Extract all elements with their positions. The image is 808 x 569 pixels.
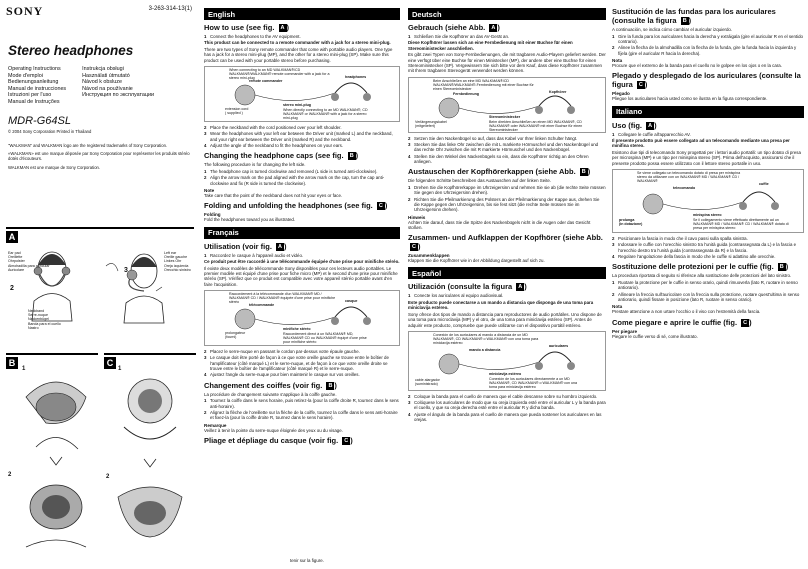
- italian-step-list: [612, 132, 804, 137]
- figure-b-panel: [6, 353, 98, 565]
- heading-changement-coiffes: Changement des coiffes (voir fig. B ): [204, 380, 337, 390]
- step-item: 2 Richten Sie die Pfeilmarkierung des Polsters an der Pfeilmarkierung der Kappe aus, drehen Sie die Kappe gegen den Uhrzeigersinn, bis sie fest sitzt (die rechte Seite müssen Sie im Uhrzeigersinn drehen).: [408, 196, 600, 213]
- body-text: La procedura riportata di seguito si riferisce alla sostituzione delle protezioni del lato sinistro.: [612, 273, 792, 279]
- figure-tag: A: [491, 25, 496, 31]
- fig-plug-label: miniﬁche stéréo: [283, 327, 311, 332]
- heading-austauschen: Austauschen der Kopfhörerkappen (siehe Abb. B ): [408, 167, 591, 177]
- step-item: 2 Align the arrow mark on the pad aligned with the arrow mark on the cap, turn the cap anti-clockwise and fix (R side is turned the clockwise).: [204, 175, 385, 186]
- body-text: Il existe deux modèles de télécommande Sony disponibles pour ces lecteurs audio portables. Le premier modèle est équipé d'une prise pour fiche micro (MP) et le second d'une prise pour miniﬁche stéréo (SP). Vérifiez que ce produit est compatible avec votre appareil stéréo portable avant d'en faire l'acquisition.: [204, 265, 398, 287]
- note-text: Veillez à tenir la pointe du serre-nuque éloignée des yeux ou du visage.: [204, 427, 343, 433]
- english-wear-steps: [204, 125, 400, 148]
- step-item: 1 Schließen Sie die Kopfhörer an das AV-Gerät an.: [408, 34, 510, 39]
- body-text: Die folgenden Schritte beschreiben das Austauschen auf der linken Seite.: [408, 178, 552, 184]
- left-ear-labels: Left ear Oreille gauche Linkes Ohr Oreja izquierda Orecchio sinistro: [164, 251, 191, 272]
- note-heading: Nota: [612, 304, 623, 310]
- heading-uso: Uso (fig. A ): [612, 120, 657, 130]
- manual-titles-right: [82, 66, 154, 106]
- step-item: 2 Alinee la flecha de la almohadilla con la flecha de la funda, gire la funda hacia la izquierda y fíjela (gire el auricular R hacia la derecha).: [612, 45, 797, 56]
- figure-tag: B: [779, 264, 784, 271]
- german-step-list: [408, 34, 606, 39]
- ear-pad-labels: Ear pad Oreillette Ohrpolster Almohadilla para auricular Auricolare: [8, 251, 50, 272]
- figure-b-label: B: [6, 357, 18, 369]
- figure-c-label: C: [104, 357, 116, 369]
- step-number: 2: [10, 285, 14, 292]
- figure-a-panel: [6, 227, 194, 339]
- figure-tag: B: [349, 153, 354, 160]
- fig-caption: When connecting to an MD WALKMAN®/CD WALKMAN®/WALKMAN® remote commander with a jack for a stereo mini-plug: [229, 68, 330, 81]
- connection-figure-english: [204, 66, 400, 122]
- step-item: 3 Colóquese los auriculares de modo que su oreja izquierda esté entre el auricular L y la banda para el cuello, y que su oreja derecha esté entre el auricular R y dicha banda.: [408, 400, 606, 411]
- manual-title: Mode d'emploi: [8, 72, 43, 79]
- step-item: 4 Regolare l'angolazione della fascia in modo che le cuffie si adattino alle orecchie.: [612, 253, 776, 259]
- heading-utilisation: Utilisation (voir fig. A ): [204, 241, 287, 251]
- heading-pliage: Pliage et dépliage du casque (voir fig. C ): [204, 435, 353, 445]
- german-cap-steps: [408, 185, 606, 212]
- step-item: 4 Stellen Sie den Winkel des Nackenbügels so ein, dass die Kopfhörer richtig an den Ohren anliegen.: [408, 153, 589, 164]
- section-band-italiano: Italiano: [612, 106, 804, 118]
- fig-plug-label: stereo mini-plug: [283, 103, 311, 108]
- step-item: 4 Ajustez l'angle du serre-nuque pour bien maintenir le casque sur vos oreilles.: [204, 372, 360, 378]
- step-number: 2: [8, 472, 12, 478]
- fig-remote-label: telecomando: [673, 186, 696, 191]
- fig-plug-label: minispina stereo: [693, 213, 722, 218]
- body-text: Fold the headphones toward you as illustrated.: [204, 217, 296, 223]
- step-item: 1 Drehen Sie die Kopfhörerkappe im Uhrzeigersinn und nehmen Sie sie ab (die rechte Seite müssen Sie gegen den Uhrzeigersinn drehen).: [408, 185, 606, 196]
- subheading: Zusammenklappen: [408, 253, 450, 259]
- fig-extension-label: cable alargador (suministrado): [415, 377, 440, 386]
- figure-b-illustration: [6, 357, 98, 565]
- step-item: 3 Le casque doit être porté de façon à ce que votre oreille gauche se trouve entre le boîtier de l'amplificateur (côté marqué L) et le serre-nuque, et de façon à ce que votre oreille droite se trouve entre le boîtier de l'amplificateur (côté marqué R) et le serre-nuque.: [204, 355, 389, 371]
- trademark-note: WALKMAN est une marque de Sony Corporation.: [8, 164, 101, 170]
- italian-wear-steps: [612, 236, 804, 259]
- step-item: 2 Setzen Sie den Nackenbügel so auf, dass das Kabel vor Ihrer linken Schulter hängt.: [408, 135, 578, 141]
- figure-tag: A: [518, 284, 523, 291]
- english-step-list: [204, 34, 400, 39]
- spanish-italian-column: [612, 4, 804, 566]
- figure-tag: C: [412, 244, 416, 251]
- figure-a-label: A: [6, 231, 18, 243]
- figure-tag: C: [638, 82, 643, 89]
- step-item: 2 Coloque la banda para el cuello de manera que el cable descanse sobre su hombro izquierdo.: [408, 393, 598, 399]
- connection-figure-german: [408, 77, 606, 133]
- heading-changing-caps: Changing the headphone caps (see fig. B ): [204, 151, 359, 161]
- copyright: © 2004 Sony Corporation Printed in Thailand: [8, 128, 92, 134]
- figure-tag: B: [581, 169, 586, 176]
- step-number: 1: [118, 366, 122, 372]
- body-text: Esistono due tipi di telecomando Sony progettati per i lettori audio portatili: un tipo dotato di presa per microspina (MP) e un tipo per minispina stereo (SP). Prima dell'acquisto, assicurarsi che il presente prodotto possa essere utilizzato con il lettore stereo portatile in uso.: [612, 150, 801, 166]
- fig-remote-label: Fernbedienung: [453, 91, 479, 96]
- bold-note: Ce produit peut être raccordé à une télécommande équipée d'une prise pour miniﬁche stéréo.: [204, 258, 400, 264]
- step-item: 3 Indossare le cuffie con l'orecchio sinistro tra l'unità guida (contrassegnata da L) e la fascia e l'orecchio destro tra l'unità guida (contrassegnata da R) e la fascia.: [612, 242, 797, 253]
- figure-tag: B: [328, 382, 333, 389]
- heading-how-to-use: How to use (see fig. A ): [204, 23, 289, 32]
- fig-direct-caption: Conexión de los auriculares directamente a un MD WALKMAN®, CD WALKMAN® o WALKMAN® con una toma para miniclavija estéreo: [489, 376, 578, 390]
- french-cap-steps: [204, 398, 400, 420]
- trademark-note: "WALKMAN" and WALKMAN logo are the registered trademarks of Sony Corporation.: [8, 142, 168, 148]
- english-french-column: [204, 4, 400, 566]
- figure-tag: A: [278, 243, 282, 250]
- trademark-note: «WALKMAN» est une marque déposée par Sony Corporation pour représenter les produits stéréo dotés d'écouteurs.: [8, 150, 190, 162]
- note-text: Achten Sie darauf, dass Sie die Spitze des Nackenbügels nicht in die Augen oder das Gesicht stoßen.: [408, 219, 591, 230]
- subheading: Folding: [204, 212, 221, 218]
- manual-title: Operating Instructions: [8, 66, 61, 72]
- fig-extension-label: prolunga (in dotazione): [619, 218, 643, 227]
- step-item: 3 Stecken Sie das linke Ohr zwischen die mit L markierte Hörmuschel und den Nackenbügel und das rechte Ohr zwischen die mit R markierte Hörmuschel und den Nackenbügel.: [408, 141, 599, 153]
- step-item: 3 Wear the headphones with your left ear between the Driver unit (marked L) and the neckband, and your right ear between the Driver unit (marked R) and the neckband.: [204, 131, 393, 142]
- note-text: Prestare attenzione a non urtare l'occhio o il viso con l'estremità della fascia.: [612, 309, 761, 315]
- heading-plegado: Plegado y desplegado de los auriculares (consulte la figura C ): [612, 71, 801, 90]
- body-text: Es gibt zwei Typen von Sony-Fernbedienungen, die mit tragbaren Audio-Playern geliefert werden. Der eine verfügt über eine Buchse für einen Ministecker (MP), der andere über eine Buchse für einen Stereoministecker (SP). Vergewissern Sie sich bitte vor dem Kauf, dass diese Kopfhörer zusammen mit Ihrem tragbaren Stereogerät verwendet werden können.: [408, 52, 606, 74]
- heading-utilizacion: Utilización (consulte la figura A ): [408, 282, 527, 292]
- connection-figure-italian: [612, 169, 804, 233]
- step-number: 1: [22, 366, 26, 372]
- step-item: 1 Collegare le cuffie all'apparecchio AV.: [612, 131, 691, 137]
- bold-note: Il presente prodotto può essere collegato ad un telecomando mediante una presa per miniﬁna stereo.: [612, 137, 790, 149]
- step-item: 2 Posizionare la fascia in modo che il cavo passi sulla spalla sinistra.: [612, 236, 748, 242]
- product-title: Stereo headphones: [8, 43, 134, 58]
- body-text: The following procedure is for changing the left side.: [204, 162, 306, 168]
- fig-headphones-label: Kopfhörer: [549, 89, 567, 94]
- manual-title: Manual de Instruções: [8, 98, 60, 105]
- fig-headphones-label: auriculares: [549, 343, 569, 348]
- body-text: La procédure de changement suivante s'applique à la coiffe gauche.: [204, 391, 337, 397]
- step-item: 2 Allineare la freccia sull'auricolare con la freccia sulla protezione, ruotare quest'ultima in senso antiorario, quindi fissare in posizione (lato R, ruotare in senso orario).: [612, 291, 800, 303]
- body-text: Sony ofrece dos tipos de mando a distancia para reproductores de audio portátiles. Uno dispone de una toma para microclavija (MP) y el otro, de una toma para miniclavija estéreo (SP). Antes de adquirir este producto, compruebe que puede utilizarse con el dispositivo portátil estéreo.: [408, 311, 602, 328]
- fig-direct-caption: Se il collegamento viene effettuato direttamente ad un WALKMAN® MD / WALKMAN® CD / WALKMAN® dotato di presa per minispina stereo: [693, 218, 789, 231]
- note-text: Procure que el extremo de la banda para el cuello no le golpee en los ojos o en la cara.: [612, 63, 782, 69]
- fig-extension-label: prolongateur (fourni): [225, 331, 246, 340]
- fig-remote-label: mando a distancia: [469, 347, 501, 352]
- fig-caption: Se viene collegato un telecomando dotato di presa per minispina stereo da utilizzare con un WALKMAN® MD / WALKMAN® CD / WALKMAN®: [637, 171, 741, 184]
- body-text: Pliegue los auriculares hacia usted como se ilustra en la figura correspondiente.: [612, 96, 768, 102]
- manual-titles-left: [8, 66, 66, 106]
- german-wear-steps: [408, 136, 606, 164]
- manual-title: Manual de instrucciones: [8, 85, 67, 92]
- step-item: 4 Ajuste el ángulo de la banda para el cuello de manera que pueda sostener los auriculares en las orejas.: [408, 411, 602, 422]
- subheading: Per piegare: [612, 328, 638, 334]
- sony-logo: SONY: [6, 4, 44, 18]
- fig-caption: Beim Anschließen an eine MD WALKMAN®/CD WALKMAN®/WALKMAN®-Fernbedienung mit einer Buchse für einen Stereoministecker: [433, 78, 534, 92]
- fig-direct-caption: Raccordement direct à un WALKMAN® MD, WALKMAN® CD ou WALKMAN® équipé d'une prise pour miniﬁche stéréo: [283, 332, 367, 345]
- step-item: 2 Place the neckband with the cord positioned over your left shoulder.: [204, 125, 342, 131]
- note-heading: Note: [204, 188, 215, 194]
- step-number: 2: [106, 474, 110, 480]
- part-number: 3-263-314-13(1): [148, 6, 192, 12]
- section-band-espanol: Español: [408, 267, 606, 279]
- note-heading: Nota: [612, 58, 623, 64]
- english-cap-steps: [204, 169, 400, 186]
- step-item: 1 Conecte los auriculares al equipo audiovisual.: [408, 293, 504, 299]
- step-item: 1 The headphone cap is turned clockwise and removed (L side is turned anti-clockwise).: [204, 169, 378, 175]
- figure-tag: C: [344, 437, 349, 444]
- fig-direct-caption: When directly connecting to an MD WALKMAN®, CD WALKMAN® or WALKMAN® with a jack for a stereo mini-plug: [283, 108, 368, 121]
- german-spanish-column: [408, 4, 606, 566]
- manual-title: Инструкция по эксплуатации: [82, 92, 155, 99]
- step-number: 3: [124, 267, 128, 274]
- fig-remote-label: remote commander: [249, 79, 283, 84]
- step-item: 1 Gire la funda para los auriculares hacia la derecha y extráigala (gire el auricular R en el sentido contrario).: [612, 33, 803, 45]
- manual-title: Istruzioni per l'uso: [8, 92, 52, 99]
- figure-tag: B: [682, 18, 687, 24]
- french-step-list: [204, 253, 400, 258]
- fig-headphones-label: headphones: [345, 75, 367, 80]
- section-band-english: English: [204, 8, 400, 20]
- figure-tag: C: [378, 203, 383, 210]
- spanish-step-list: [408, 293, 606, 298]
- manual-title: Instrukcja obsługi: [82, 66, 124, 72]
- body-text: Piegare le cuffie verso di sé, come illustrato.: [612, 333, 698, 339]
- heading-sostituzione: Sostituzione delle protezioni per le cuffie (fig. B ): [612, 262, 789, 272]
- manual-title-list: [8, 66, 196, 106]
- heading-zusammenklappen: Zusammen- und Aufklappen der Kopfhörer (siehe Abb. C ): [408, 233, 603, 252]
- connection-figure-spanish: [408, 331, 606, 391]
- spanish-wear-steps: [408, 394, 606, 422]
- fig-extension-label: Verlängerungskabel (mitgeliefert): [415, 119, 447, 128]
- figure-tag: A: [648, 122, 653, 129]
- bold-note: This product can be connected to a remote commander with a jack for a stereo mini-plug.: [204, 40, 391, 46]
- manual-title: Bedienungsanleitung: [8, 79, 59, 86]
- fig-remote-label: télécommande: [249, 303, 275, 308]
- figure-c-illustration: [104, 357, 196, 565]
- step-item: 1 Ruotare la protezione per le cuffie in senso orario, quindi rimuoverla (lato R, ruotare in senso antiorario).: [612, 280, 798, 291]
- note-heading: Remarque: [204, 422, 227, 428]
- bold-note: Diese Kopfhörer lassen sich an eine Fernbedienung mit einer Buchse für einen Stereoministecker anschließen.: [408, 40, 573, 51]
- bold-note: Este producto puede conectarse a un mando a distancia que disponga de una toma para miniclavija estéreo.: [408, 299, 594, 311]
- page-footer-note: tenir sur la figure.: [290, 558, 324, 563]
- figure-c-panel: [104, 353, 196, 565]
- model-number: MDR-G64SL: [8, 114, 71, 127]
- fig-plug-label: Stereoministecker: [489, 114, 521, 119]
- neckband-labels: Neckband Serre-nuque Nackenbügel Banda para el cuello Nastro: [28, 309, 61, 330]
- french-wear-steps: [204, 349, 400, 377]
- manual-title: Návod k obsluze: [82, 79, 122, 86]
- note-heading: Hinweis: [408, 214, 426, 220]
- trademark-notes: [8, 143, 190, 171]
- step-item: 1 Raccordez le casque à l'appareil audio et vidéo.: [204, 252, 304, 258]
- heading-sustitucion: Sustitución de las fundas para los auriculares (consulte la figura B ): [612, 7, 776, 25]
- figure-tag: A: [280, 25, 285, 31]
- fig-headphones-label: casque: [345, 299, 358, 304]
- heading-come-piegare: Come piegare e aprire le cuffie (fig. C ): [612, 317, 752, 327]
- manual-title: Használati útmutató: [82, 72, 130, 79]
- manual-title: Návod na používanie: [82, 85, 133, 92]
- body-text: There are two types of Sony remote commander that come with portable audio players. One type has a jack for a stereo mini-plug (MP), and the other for a stereo mini-plug (SP). Make sure this product can be used with your portable stereo before purchasing.: [204, 47, 393, 63]
- step-item: 1 Tournez la coiffe dans le sens horaire, puis retirez-la (pour la coiffe droite R, tournez dans le sens anti-horaire).: [204, 398, 399, 409]
- heading-gebrauch: Gebrauch (siehe Abb. A ): [408, 23, 500, 32]
- connection-figure-french: [204, 290, 400, 346]
- body-text: Klappen Sie die Kopfhörer wie in der Abbildung dargestellt auf sich zu.: [408, 258, 545, 264]
- figure-tag: C: [743, 319, 748, 326]
- subheading: Plegado: [612, 91, 630, 97]
- fig-plug-label: miniclavija estéreo: [489, 371, 522, 376]
- fig-caption: Conexión de los auriculares al mando a distancia de un MD WALKMAN®, CD WALKMAN® o WALKMAN® con una toma para miniclavija estéreo: [433, 332, 539, 346]
- body-text: A continuación, se indica cómo cambiar el auricular izquierdo.: [612, 27, 733, 32]
- fig-direct-caption: Beim direkten Anschließen an einen MD WALKMAN®, CD WALKMAN® oder WALKMAN® mit einer Buchse für einen Stereoministecker: [489, 119, 583, 133]
- italian-cap-steps: [612, 280, 804, 302]
- step-item: 1 Connect the headphones to the AV equipment.: [204, 34, 301, 39]
- step-item: 2 Placez le serre-nuque en passant le cordon par-dessus votre épaule gauche.: [204, 349, 360, 355]
- spanish-cap-steps: [612, 34, 804, 56]
- heading-folding: Folding and unfolding the headphones (see fig. C ): [204, 201, 388, 211]
- fig-headphones-label: cuffie: [759, 182, 769, 187]
- note-text: Take care that the point of the neckband does not hit your eyes or face.: [204, 193, 343, 199]
- section-band-francais: Français: [204, 227, 400, 239]
- step-item: 2 Alignez la flèche de l'oreillette sur la flèche de la coiffe, tournez la coiffe dans le sens anti-horaire et fixez-la (pour la coiffe droite R, tournez dans le sens horaire).: [204, 409, 398, 421]
- step-item: 4 Adjust the angle of the neckband to fit the headphones on your ears.: [204, 142, 344, 148]
- fig-caption: Raccordement à la télécommande d'un WALKMAN® MD / WALKMAN® CD / WALKMAN® équipée d'une prise pour miniﬁche stéréo: [229, 292, 336, 305]
- section-band-deutsch: Deutsch: [408, 8, 606, 20]
- fig-extension-label: extension cord ( supplied ): [225, 107, 249, 116]
